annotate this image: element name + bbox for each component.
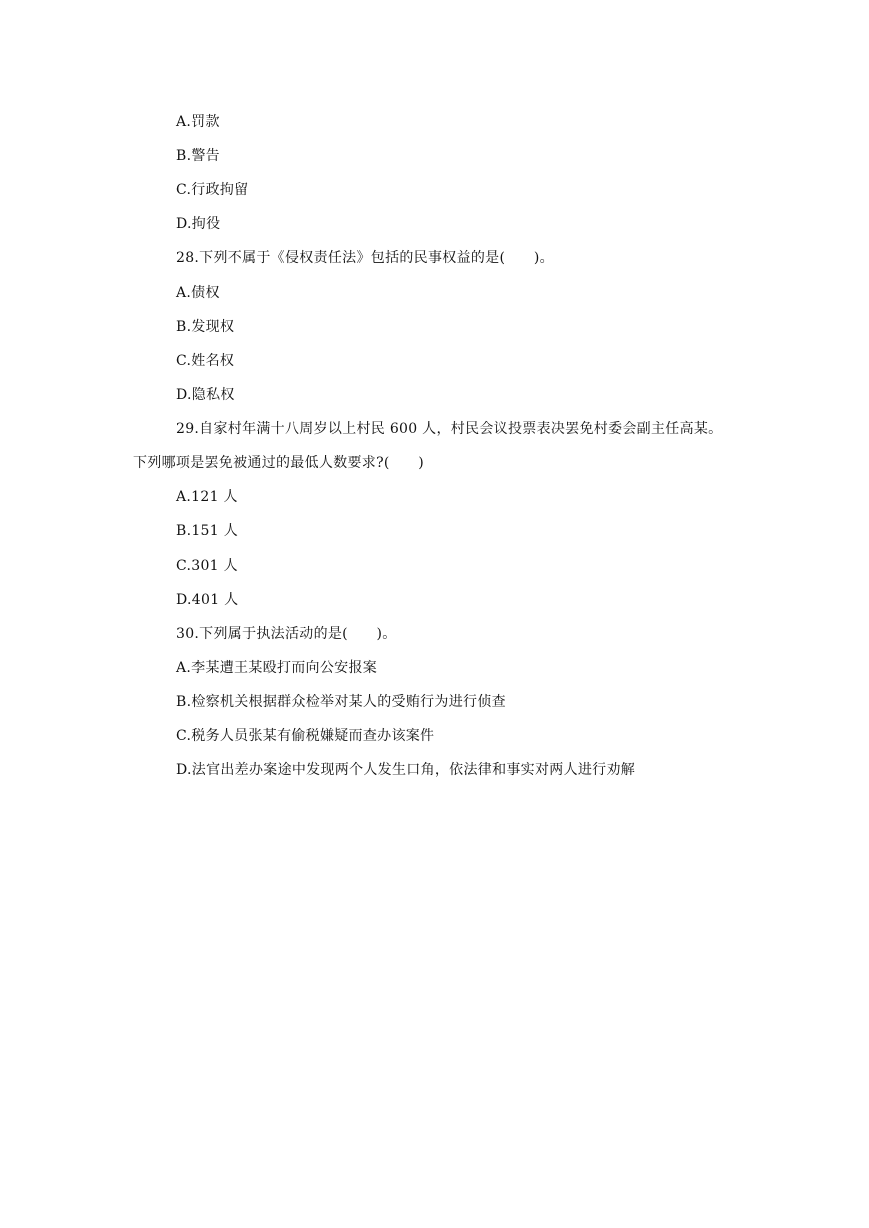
q29-option-a: A.121 人 (176, 489, 238, 505)
q28-option-a: A.债权 (176, 285, 220, 301)
q29-stem-line1: 29.自家村年满十八周岁以上村民 600 人，村民会议投票表决罢免村委会副主任高某。 (176, 421, 723, 437)
q30-option-b: B.检察机关根据群众检举对某人的受贿行为进行侦查 (176, 694, 506, 710)
q28-option-c: C.姓名权 (176, 353, 235, 369)
q30-option-d: D.法官出差办案途中发现两个人发生口角，依法律和事实对两人进行劝解 (176, 762, 636, 778)
q27-option-c: C.行政拘留 (176, 182, 249, 198)
q29-option-d: D.401 人 (176, 592, 239, 608)
q27-option-d: D.拘役 (176, 216, 221, 232)
q30-stem: 30.下列属于执法活动的是( )。 (176, 626, 397, 642)
q30-option-c: C.税务人员张某有偷税嫌疑而查办该案件 (176, 728, 435, 744)
q29-stem-line2: 下列哪项是罢免被通过的最低人数要求?( ) (133, 455, 425, 471)
q28-option-d: D.隐私权 (176, 387, 235, 403)
q27-option-a: A.罚款 (176, 114, 220, 130)
q27-option-b: B.警告 (176, 148, 220, 164)
q29-option-c: C.301 人 (176, 558, 238, 574)
q28-option-b: B.发现权 (176, 319, 235, 335)
q29-option-b: B.151 人 (176, 523, 239, 539)
q28-stem: 28.下列不属于《侵权责任法》包括的民事权益的是( )。 (176, 250, 554, 266)
q30-option-a: A.李某遭王某殴打而向公安报案 (176, 660, 378, 676)
